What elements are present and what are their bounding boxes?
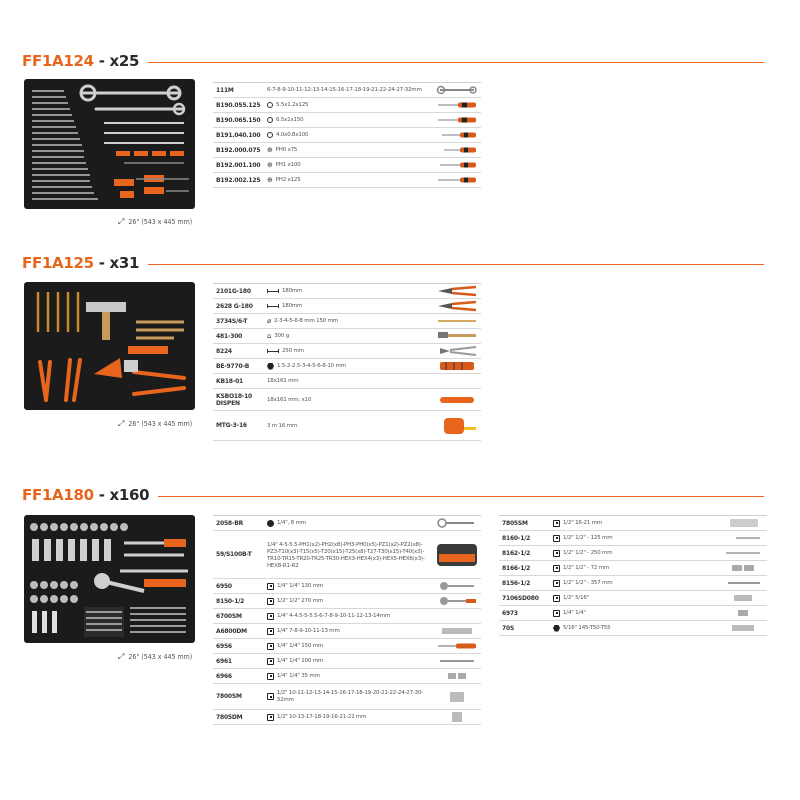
ref-code: 7805SM bbox=[502, 519, 528, 527]
section-title-ff1a125 bbox=[22, 254, 139, 272]
spec bbox=[267, 658, 433, 665]
section-code: FF1A125 bbox=[22, 254, 94, 272]
spec-text: 1/2" 1/2" 270 mm bbox=[277, 598, 324, 604]
spec bbox=[553, 520, 719, 527]
expand-icon: ⤢ bbox=[118, 217, 125, 226]
ratchet-spanner-icon bbox=[433, 516, 481, 530]
ref-code: 481-300 bbox=[216, 332, 243, 340]
ref-code: 8166-1/2 bbox=[502, 564, 531, 572]
section-divider bbox=[148, 264, 764, 265]
spec bbox=[267, 332, 433, 340]
table-row bbox=[213, 344, 481, 359]
spec bbox=[267, 690, 433, 704]
table-row bbox=[499, 546, 767, 561]
spec-text: 2-3-4-5-6-8 mm 150 mm bbox=[274, 318, 338, 324]
square-drive-icon bbox=[553, 550, 560, 557]
ratchet-icon bbox=[433, 579, 481, 593]
section-count: - x31 bbox=[93, 254, 140, 272]
spec bbox=[553, 595, 719, 602]
square-drive-icon bbox=[267, 693, 274, 700]
table-row bbox=[213, 299, 481, 314]
specs-table-ff1a124 bbox=[213, 82, 481, 188]
spec bbox=[553, 625, 719, 632]
table-row bbox=[213, 284, 481, 299]
spec bbox=[267, 673, 433, 680]
adapter-icon bbox=[719, 606, 767, 620]
table-row bbox=[213, 113, 481, 128]
spec bbox=[267, 613, 433, 620]
hex-icon bbox=[553, 625, 560, 632]
spark-plug-socket-icon bbox=[719, 516, 767, 530]
weight-icon: ⌂ bbox=[267, 332, 272, 340]
universal-joint-icon bbox=[719, 561, 767, 575]
spec-text: 1/4" 4-4.5-5-5.5-6-7-8-9-10-11-12-13-14mm bbox=[277, 613, 390, 619]
cutter-blades-icon bbox=[433, 389, 481, 410]
combination-wrench-icon bbox=[433, 83, 481, 97]
punch-icon bbox=[433, 314, 481, 328]
square-drive-icon bbox=[267, 673, 274, 680]
blank-cell bbox=[433, 374, 481, 388]
screwdriver-icon bbox=[433, 158, 481, 172]
spec-text: PH2 x125 bbox=[275, 177, 301, 183]
table-row bbox=[213, 654, 481, 669]
spec-text: 1/2" 16-21 mm bbox=[563, 520, 602, 526]
universal-joint-icon bbox=[433, 669, 481, 683]
tray-size-caption bbox=[118, 419, 192, 429]
section-title-ff1a124 bbox=[22, 52, 139, 70]
ratchet-icon bbox=[433, 594, 481, 608]
square-drive-icon bbox=[553, 595, 560, 602]
ref-code: B190.055.125 bbox=[216, 101, 261, 109]
table-row bbox=[213, 684, 481, 710]
section-divider bbox=[158, 496, 764, 497]
screwdriver-icon bbox=[433, 113, 481, 127]
spec bbox=[267, 714, 433, 721]
spec bbox=[553, 565, 719, 572]
tray-size-text: 26" (543 x 445 mm) bbox=[128, 218, 193, 226]
spec bbox=[267, 423, 433, 429]
bit-case-icon bbox=[433, 531, 481, 578]
table-row bbox=[499, 606, 767, 621]
ref-code: 6700SM bbox=[216, 612, 242, 620]
bit-holder-icon bbox=[719, 621, 767, 635]
extension-bar-icon bbox=[719, 576, 767, 590]
spec bbox=[553, 610, 719, 617]
spec bbox=[267, 520, 433, 527]
ref-code: A6800DM bbox=[216, 627, 247, 635]
drive-icon bbox=[267, 520, 274, 527]
ref-code: 111M bbox=[216, 86, 234, 94]
square-drive-icon bbox=[553, 565, 560, 572]
table-row bbox=[213, 579, 481, 594]
square-drive-icon bbox=[553, 535, 560, 542]
table-row bbox=[213, 389, 481, 411]
spec-text: 300 g bbox=[274, 333, 289, 339]
tray-size-caption bbox=[118, 652, 192, 662]
specs-table-ff1a180-left bbox=[213, 515, 481, 725]
table-row bbox=[499, 621, 767, 636]
ref-code: 6966 bbox=[216, 672, 232, 680]
length-icon bbox=[267, 289, 279, 293]
spec-text: 1.5-2-2.5-3-4-5-6-8-10 mm bbox=[277, 363, 346, 369]
socket-icon bbox=[433, 684, 481, 709]
tool-tray-image bbox=[24, 79, 195, 209]
slotted-icon bbox=[267, 102, 273, 108]
table-row bbox=[213, 639, 481, 654]
table-row bbox=[213, 710, 481, 725]
slotted-icon bbox=[267, 132, 273, 138]
square-drive-icon bbox=[553, 580, 560, 587]
tray-size-text: 26" (543 x 445 mm) bbox=[128, 653, 193, 661]
spec bbox=[267, 303, 433, 309]
spec bbox=[267, 583, 433, 590]
spec bbox=[267, 288, 433, 294]
length-icon bbox=[267, 349, 279, 353]
spec-text: 1/4" 1/4" bbox=[563, 610, 586, 616]
spec bbox=[267, 161, 433, 169]
spec-text: 1/4" 1/4" 150 mm bbox=[277, 643, 324, 649]
spec-text: 1/2" 5/16" bbox=[563, 595, 590, 601]
spec bbox=[553, 550, 719, 557]
table-row bbox=[499, 576, 767, 591]
ref-code: 2628 G-180 bbox=[216, 302, 253, 310]
ref-code: 3734S/6-T bbox=[216, 317, 248, 325]
ref-code: B192.000.075 bbox=[216, 146, 261, 154]
ref-code: 8162-1/2 bbox=[502, 549, 531, 557]
section-code: FF1A180 bbox=[22, 486, 94, 504]
spec bbox=[267, 643, 433, 650]
spec-text: 1/4", 8 mm bbox=[277, 520, 306, 526]
screwdriver-handle-icon bbox=[433, 639, 481, 653]
spec bbox=[267, 628, 433, 635]
square-drive-icon bbox=[553, 610, 560, 617]
ref-code: 59/S100B-T bbox=[216, 551, 252, 558]
square-drive-icon bbox=[267, 658, 274, 665]
table-row bbox=[213, 98, 481, 113]
spec bbox=[267, 87, 433, 93]
spec bbox=[267, 539, 433, 570]
water-pump-pliers-icon bbox=[433, 344, 481, 358]
spec bbox=[267, 117, 433, 123]
spec-text: 1/2" 1/2" - 125 mm bbox=[563, 535, 613, 541]
ref-code: 70S bbox=[502, 624, 515, 632]
ref-code: 6973 bbox=[502, 609, 518, 617]
section-count: - x160 bbox=[93, 486, 150, 504]
table-row bbox=[499, 591, 767, 606]
spec bbox=[267, 102, 433, 108]
screwdriver-icon bbox=[433, 98, 481, 112]
table-row bbox=[213, 374, 481, 389]
ref-code: MTG-3-16 bbox=[216, 422, 247, 429]
section-code: FF1A124 bbox=[22, 52, 94, 70]
ref-code: 6956 bbox=[216, 642, 232, 650]
ref-code: 6950 bbox=[216, 582, 232, 590]
spec-text: 18x161 mm, x10 bbox=[267, 396, 312, 403]
spec-text: 1/2" 10-13-17-18-19-16-21-22 mm bbox=[277, 714, 367, 720]
spec-text: 1/4" 1/4" 130 mm bbox=[277, 583, 324, 589]
section-divider bbox=[148, 62, 764, 63]
spec-text: 6.5x1x150 bbox=[276, 117, 304, 123]
spec-text: 1/2" 1/2" - 357 mm bbox=[563, 580, 613, 586]
square-drive-icon bbox=[267, 598, 274, 605]
table-row bbox=[213, 516, 481, 531]
bit-socket-icon bbox=[719, 591, 767, 605]
table-row bbox=[213, 158, 481, 173]
blank-cell bbox=[433, 609, 481, 623]
table-row bbox=[213, 594, 481, 609]
ref-code: B191.040.100 bbox=[216, 131, 261, 139]
ref-code: 8224 bbox=[216, 347, 232, 355]
spec-text: 1/4" 4-5-5.5-PH1(x2)-PH2(x8)-PH3-PH0(x5)-PZ1(x2)-PZ2(x8)-PZ3-T10(x3)-T15(x5)-T20(x15)-T25(x8)-T27-T30(x15)-T40(x3)-TR10-TR15-TR20-TR25-TR30-HEX3-HEX4(x3)-HEX5-HEX6(x3)-HEX8-R1-R2 bbox=[267, 542, 425, 569]
phillips-icon: ⊕ bbox=[267, 161, 273, 169]
table-row bbox=[499, 561, 767, 576]
ref-code: 2101G-180 bbox=[216, 287, 251, 295]
expand-icon: ⤢ bbox=[118, 652, 125, 661]
square-drive-icon bbox=[553, 520, 560, 527]
spec-text: 4.0x0.8x100 bbox=[276, 132, 309, 138]
spec-text: 1/2" 1/2" - 72 mm bbox=[563, 565, 610, 571]
pliers-icon bbox=[433, 299, 481, 313]
spec bbox=[267, 348, 433, 354]
specs-table-ff1a125 bbox=[213, 283, 481, 441]
extension-bar-icon bbox=[719, 531, 767, 545]
spec bbox=[267, 598, 433, 605]
ref-code: 6961 bbox=[216, 657, 232, 665]
spec-text: 180mm bbox=[282, 288, 303, 294]
spec-text: 1/2" 10-11-12-13-14-15-16-17-18-19-20-21-22-24-27-30-32mm bbox=[276, 689, 424, 703]
phillips-icon: ⊕ bbox=[267, 146, 273, 154]
spec bbox=[267, 378, 433, 384]
spec-text: PH1 x100 bbox=[275, 162, 301, 168]
table-row bbox=[213, 128, 481, 143]
ref-code: B190.065.150 bbox=[216, 116, 261, 124]
table-row bbox=[213, 359, 481, 374]
tool-tray-image bbox=[24, 282, 195, 410]
ref-code: 7106SD080 bbox=[502, 594, 539, 602]
ref-code: 2058-BR bbox=[216, 519, 243, 527]
hammer-icon bbox=[433, 329, 481, 343]
ref-code: B192.001.100 bbox=[216, 161, 261, 169]
ref-code: 7805DM bbox=[216, 713, 243, 721]
ref-code: BE-9770-B bbox=[216, 362, 250, 370]
spec-text: 1/4" 1/4" 100 mm bbox=[277, 658, 324, 664]
table-row bbox=[213, 624, 481, 639]
tape-measure-icon bbox=[433, 411, 481, 440]
spec-text: 180mm bbox=[282, 303, 303, 309]
spec bbox=[267, 146, 433, 154]
deep-socket-icon bbox=[433, 624, 481, 638]
screwdriver-icon bbox=[433, 143, 481, 157]
table-row bbox=[499, 531, 767, 546]
table-row bbox=[213, 531, 481, 579]
phillips-icon: ⊕ bbox=[267, 176, 273, 184]
tray-size-text: 26" (543 x 445 mm) bbox=[128, 420, 193, 428]
spec-text: 3 m 16 mm bbox=[267, 422, 298, 429]
tray-size-caption bbox=[118, 217, 192, 227]
spec-text: 1/4" 7-8-9-10-11-13 mm bbox=[277, 628, 340, 634]
square-drive-icon bbox=[267, 643, 274, 650]
spec bbox=[553, 535, 719, 542]
hex-icon bbox=[267, 363, 274, 370]
table-row bbox=[213, 411, 481, 441]
expand-icon: ⤢ bbox=[118, 419, 125, 428]
spec-text: 6-7-8-9-10-11-12-13-14-15-16-17-18-19-21-22-24-27-32mm bbox=[267, 87, 422, 93]
pliers-icon bbox=[433, 284, 481, 298]
spec bbox=[267, 363, 433, 370]
ref-code: KSBO18-10 DISPEN bbox=[216, 392, 253, 407]
spec-text: 18x161 mm bbox=[267, 378, 299, 384]
ref-code: 8156-1/2 bbox=[502, 579, 531, 587]
section-count: - x25 bbox=[93, 52, 140, 70]
spec-text: 5/16" 145-T50-T55 bbox=[563, 625, 611, 631]
spec bbox=[267, 176, 433, 184]
specs-table-ff1a180-right bbox=[499, 515, 767, 636]
table-row bbox=[213, 609, 481, 624]
ref-code: 8160-1/2 bbox=[502, 534, 531, 542]
table-row bbox=[213, 314, 481, 329]
tool-tray-image bbox=[24, 515, 195, 643]
spec-text: 1/4" 1/4" 35 mm bbox=[277, 673, 320, 679]
deep-socket-icon bbox=[433, 710, 481, 724]
spec bbox=[267, 397, 433, 403]
diameter-icon: ⌀ bbox=[267, 317, 272, 325]
slotted-icon bbox=[267, 117, 273, 123]
table-row bbox=[213, 143, 481, 158]
spec bbox=[267, 317, 433, 325]
screwdriver-icon bbox=[433, 173, 481, 187]
square-drive-icon bbox=[267, 613, 274, 620]
table-row bbox=[213, 669, 481, 684]
table-row bbox=[213, 173, 481, 188]
square-drive-icon bbox=[267, 714, 274, 721]
table-row bbox=[213, 329, 481, 344]
spec-text: 5.5x1.2x125 bbox=[276, 102, 309, 108]
ref-code: B192.002.125 bbox=[216, 176, 261, 184]
ref-code: KB18-01 bbox=[216, 377, 244, 385]
spec bbox=[267, 132, 433, 138]
spec-text: 250 mm bbox=[282, 348, 304, 354]
spec-text: PH0 x75 bbox=[275, 147, 298, 153]
hex-key-set-icon bbox=[433, 359, 481, 373]
table-row bbox=[213, 83, 481, 98]
square-drive-icon bbox=[267, 583, 274, 590]
table-row bbox=[499, 516, 767, 531]
section-title-ff1a180 bbox=[22, 486, 149, 504]
ref-code: 7800SM bbox=[216, 693, 242, 700]
spec bbox=[553, 580, 719, 587]
screwdriver-icon bbox=[433, 128, 481, 142]
extension-bar-icon bbox=[433, 654, 481, 668]
length-icon bbox=[267, 304, 279, 308]
ref-code: 8150-1/2 bbox=[216, 597, 245, 605]
extension-bar-icon bbox=[719, 546, 767, 560]
square-drive-icon bbox=[267, 628, 274, 635]
spec-text: 1/2" 1/2" - 250 mm bbox=[563, 550, 613, 556]
